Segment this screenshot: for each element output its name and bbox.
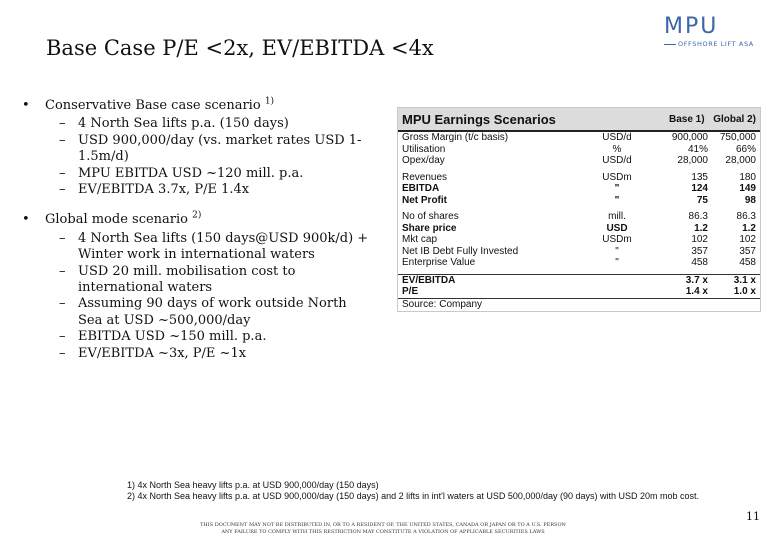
table-row <box>398 172 760 184</box>
cell-global: 357 <box>739 245 756 257</box>
row-unit: " <box>615 245 619 257</box>
bullet-list <box>22 98 372 362</box>
cell-base: 3.7 x <box>685 274 708 286</box>
row-label: Revenues <box>402 171 448 183</box>
row-unit: " <box>615 257 619 268</box>
cell-global: 3.1 x <box>733 274 756 286</box>
table-row <box>398 132 760 144</box>
row-label: Gross Margin (t/c basis) <box>402 132 509 143</box>
table-source: Source: Company <box>398 298 760 311</box>
table-row <box>398 144 760 156</box>
logo-subtitle: OFFSHORE LIFT ASA <box>678 40 754 48</box>
table-title: MPU Earnings Scenarios <box>402 111 556 127</box>
footnote: 1) 4x North Sea heavy lifts p.a. at USD 900,000/day (150 days) <box>127 480 379 490</box>
sub-item: – USD 900,000/day (vs. market rates USD 1-1.5m/d) <box>59 132 362 165</box>
table-row <box>398 274 760 287</box>
cell-global: 750,000 <box>719 132 756 143</box>
bullet-global-mode <box>22 212 372 362</box>
row-label: Opex/day <box>402 155 445 166</box>
sub-item: – 4 North Sea lifts p.a. (150 days) <box>59 116 289 132</box>
table-row <box>398 286 760 298</box>
page-title: Base Case P/E <2x, EV/EBITDA <4x <box>46 36 434 60</box>
row-label: Net IB Debt Fully Invested <box>402 245 519 257</box>
cell-global: 1.0 x <box>733 286 756 297</box>
cell-global: 66% <box>735 143 756 155</box>
cell-base: 1.2 <box>694 222 708 234</box>
sub-item: – Assuming 90 days of work outside North Sea at USD ~500,000/day <box>59 296 347 328</box>
row-unit: " <box>614 194 620 206</box>
footnotes <box>127 480 699 502</box>
row-label: Net Profit <box>402 194 447 206</box>
footnote: 2) 4x North Sea heavy lifts p.a. at USD 900,000/day (150 days) and 2 lifts in int'l waters at USD 500,000/day (90 days) with USD 20m mob cost. <box>127 491 699 501</box>
cell-base: 135 <box>691 171 708 183</box>
column-header-global: Global 2) <box>713 113 756 125</box>
row-unit: USDm <box>602 234 632 245</box>
table-row <box>398 223 760 235</box>
row-unit <box>582 286 652 298</box>
logo-rule <box>664 44 676 45</box>
sub-item: – EBITDA USD ~150 mill. p.a. <box>59 329 267 345</box>
table-body <box>398 132 760 298</box>
row-label: Mkt cap <box>402 234 438 245</box>
legal-disclaimer <box>168 522 598 536</box>
sub-item: – EV/EBITDA 3.7x, P/E 1.4x <box>59 182 250 198</box>
row-unit: USD <box>606 222 628 234</box>
cell-base: 28,000 <box>677 155 708 166</box>
cell-base: 102 <box>691 234 708 245</box>
row-unit: mill. <box>608 211 626 222</box>
cell-global: 98 <box>744 194 756 206</box>
cell-global: 102 <box>739 234 756 245</box>
cell-base: 86.3 <box>688 211 708 222</box>
row-unit: USD/d <box>602 155 632 166</box>
table-row <box>398 195 760 207</box>
cell-global: 86.3 <box>736 211 756 222</box>
sub-item: – MPU EBITDA USD ~120 mill. p.a. <box>59 165 304 181</box>
cell-global: 180 <box>739 171 756 183</box>
cell-global: 458 <box>739 257 756 268</box>
sub-item: – 4 North Sea lifts (150 days@USD 900k/d) + Winter work in international waters <box>59 230 369 263</box>
earnings-scenarios-table <box>397 107 761 312</box>
row-unit: " <box>614 183 620 194</box>
footnote-ref: 2) <box>192 211 202 222</box>
row-label: No of shares <box>402 211 459 222</box>
column-header-base: Base 1) <box>669 113 705 125</box>
cell-global: 28,000 <box>725 155 756 166</box>
row-unit: USDm <box>602 171 632 183</box>
row-label: EBITDA <box>402 183 440 194</box>
footnote-ref: 1) <box>264 96 275 107</box>
cell-base: 75 <box>696 194 708 206</box>
cell-base: 357 <box>691 245 708 257</box>
disclaimer-line: THIS DOCUMENT MAY NOT BE DISTRIBUTED IN, OR TO A RESIDENT OF, THE UNITED STATES, CANADA OR JAPAN OR TO A U.S. PERSON <box>200 522 566 528</box>
sub-item: – USD 20 mill. mobilisation cost to international waters <box>59 263 296 296</box>
bullet-text: Global mode scenario <box>45 212 188 228</box>
table-row <box>398 246 760 258</box>
sub-list <box>45 231 372 362</box>
row-label: EV/EBITDA <box>402 274 456 286</box>
cell-base: 41% <box>687 143 708 155</box>
row-label: Enterprise Value <box>402 257 476 268</box>
table-row <box>398 211 760 223</box>
row-unit <box>582 275 652 287</box>
sub-item: – EV/EBITDA ~3x, P/E ~1x <box>59 345 247 361</box>
bullet-base-case <box>22 98 372 198</box>
bullet-dot-icon: • <box>22 98 30 113</box>
cell-global: 1.2 <box>742 222 756 234</box>
bullet-text: Conservative Base case scenario <box>45 98 261 113</box>
row-label: P/E <box>402 286 419 297</box>
sub-list <box>45 116 372 198</box>
bullet-dot-icon: • <box>22 212 30 228</box>
cell-base: 900,000 <box>671 132 708 143</box>
cell-base: 1.4 x <box>685 286 708 297</box>
row-unit: % <box>612 143 622 155</box>
table-row <box>398 183 760 195</box>
cell-base: 124 <box>691 183 708 194</box>
table-row <box>398 155 760 167</box>
disclaimer-line: ANY FAILURE TO COMPLY WITH THIS RESTRICTION MAY CONSTITUTE A VIOLATION OF APPLICABLE SECURITIES LAWS <box>221 529 545 535</box>
page-number: 11 <box>746 510 760 523</box>
cell-base: 458 <box>691 257 708 268</box>
company-logo <box>664 14 764 50</box>
cell-global: 149 <box>739 183 756 194</box>
row-unit: USD/d <box>602 132 632 143</box>
row-label: Utilisation <box>402 143 446 155</box>
row-label: Share price <box>402 222 457 234</box>
table-header <box>398 108 760 132</box>
logo-mark: MPU <box>664 14 719 39</box>
table-row <box>398 257 760 269</box>
table-row <box>398 234 760 246</box>
